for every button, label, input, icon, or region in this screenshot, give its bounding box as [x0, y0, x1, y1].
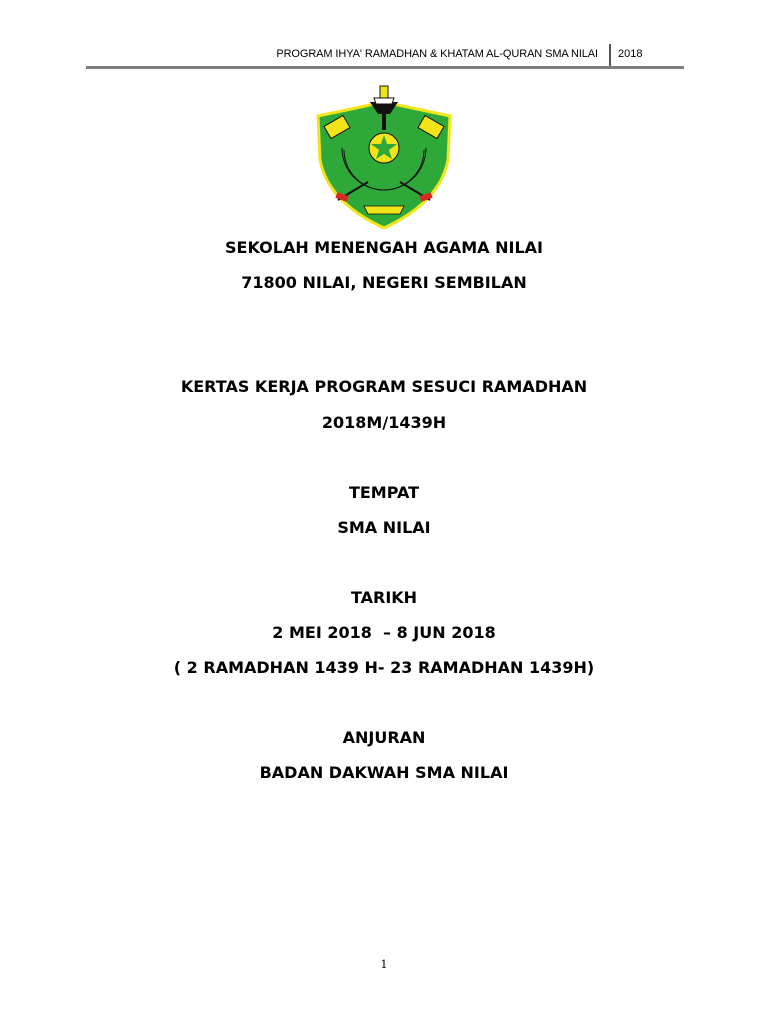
school-address: 71800 NILAI, NEGERI SEMBILAN — [241, 273, 527, 292]
organizer-label: ANJURAN — [342, 728, 426, 747]
date-label: TARIKH — [350, 588, 418, 607]
document-title-year: 2018M/1439H — [321, 413, 447, 432]
venue-label: TEMPAT — [348, 483, 420, 502]
date-hijri: ( 2 RAMADHAN 1439 H- 23 RAMADHAN 1439H) — [173, 658, 595, 677]
page-number: 1 — [380, 958, 388, 971]
header-separator — [609, 44, 611, 66]
date-value: 2 MEI 2018 – 8 JUN 2018 — [272, 623, 496, 642]
venue-value: SMA NILAI — [337, 518, 431, 537]
header-rule — [86, 66, 684, 69]
document-title: KERTAS KERJA PROGRAM SESUCI RAMADHAN — [180, 377, 588, 396]
school-name: SEKOLAH MENENGAH AGAMA NILAI — [225, 238, 543, 257]
page-header — [86, 44, 684, 68]
header-title: PROGRAM IHYA' RAMADHAN & KHATAM AL-QURAN SMA NILAI — [276, 48, 598, 60]
school-crest-icon — [308, 82, 460, 234]
organizer-value: BADAN DAKWAH SMA NILAI — [259, 763, 509, 782]
header-year: 2018 — [618, 48, 643, 60]
